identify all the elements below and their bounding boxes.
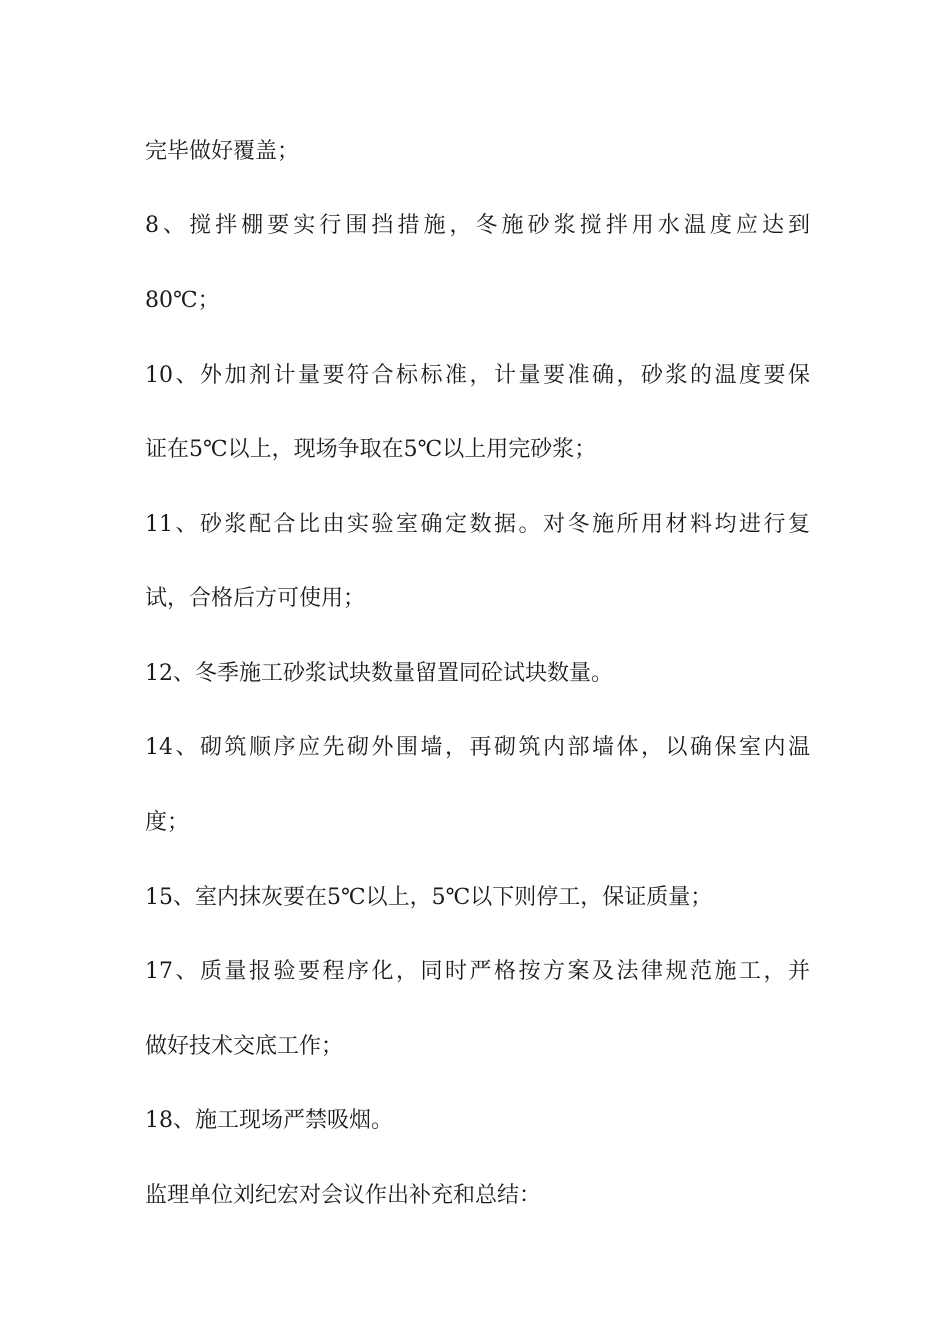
text-line: 完毕做好覆盖； [145, 139, 300, 164]
text-line: 14、砌筑顺序应先砌外围墙，再砌筑内部墙体，以确保室内温 [145, 735, 810, 760]
text-line: 度； [145, 810, 190, 835]
text-line: 8、搅拌棚要实行围挡措施，冬施砂浆搅拌用水温度应达到 [145, 213, 810, 238]
text-line: 18、施工现场严禁吸烟。 [145, 1108, 393, 1133]
text-line: 试，合格后方可使用； [145, 586, 366, 611]
text-line: 15、室内抹灰要在5℃以上，5℃以下则停工，保证质量； [145, 885, 713, 910]
text-line: 17、质量报验要程序化，同时严格按方案及法律规范施工，并 [145, 959, 810, 984]
text-line: 证在5℃以上，现场争取在5℃以上用完砂浆； [145, 437, 597, 462]
text-line: 80℃； [145, 288, 220, 313]
text-line: 做好技术交底工作； [145, 1034, 344, 1059]
text-line: 监理单位刘纪宏对会议作出补充和总结： [145, 1183, 542, 1208]
text-line: 11、砂浆配合比由实验室确定数据。对冬施所用材料均进行复 [145, 512, 810, 537]
text-line: 12、冬季施工砂浆试块数量留置同砼试块数量。 [145, 661, 613, 686]
text-line: 10、外加剂计量要符合标标准，计量要准确，砂浆的温度要保 [145, 363, 810, 388]
